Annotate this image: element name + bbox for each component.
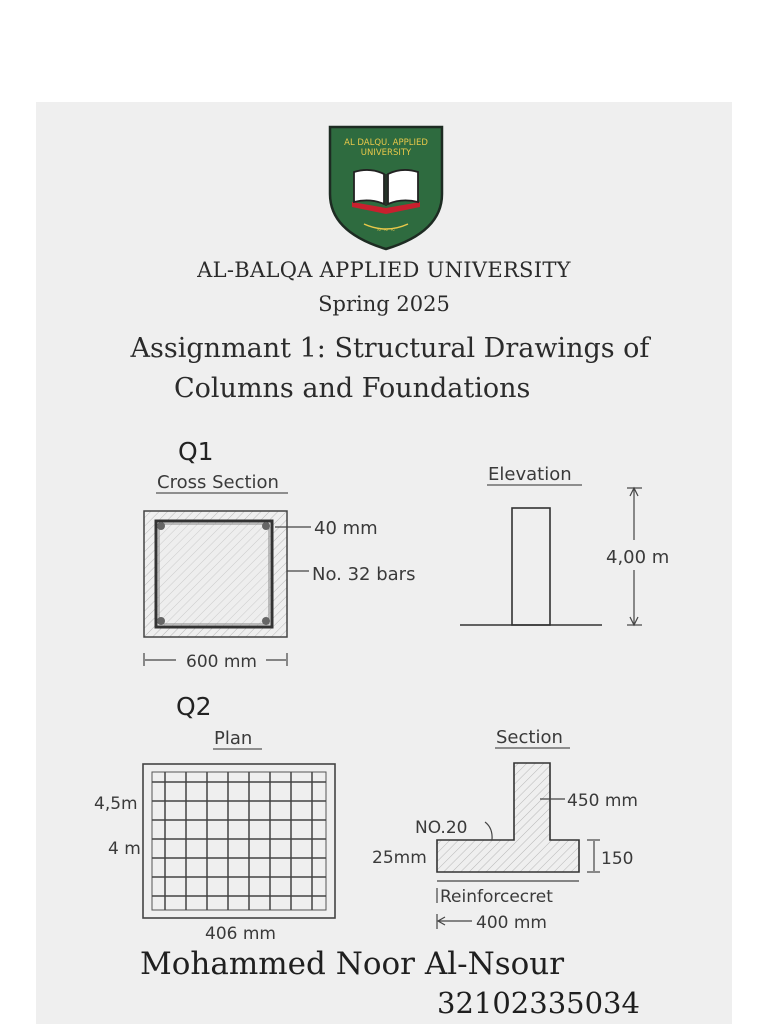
column-width-label: 450 mm xyxy=(567,791,638,811)
term-label: Spring 2025 xyxy=(318,292,450,316)
plan-left-label-top: 4,5m xyxy=(94,794,138,814)
bar-size-label: NO.20 xyxy=(415,818,468,838)
university-name: AL-BALQA APPLIED UNIVERSITY xyxy=(197,258,571,282)
width-dimension-label: 600 mm xyxy=(186,652,257,672)
bars-label: No. 32 bars xyxy=(312,564,416,585)
svg-text:UNIVERSITY: UNIVERSITY xyxy=(360,148,412,158)
assignment-title-line1: Assignmant 1: Structural Drawings of xyxy=(130,333,650,364)
footing-plan-grid xyxy=(143,764,335,918)
cross-section-caption: Cross Section xyxy=(157,472,279,493)
cover-label: 25mm xyxy=(372,848,427,868)
plan-left-label-mid: 4 m xyxy=(108,839,141,859)
column-cross-section xyxy=(144,511,287,637)
reinforcement-label: Reinforcecret xyxy=(440,887,553,907)
student-name: Mohammed Noor Al-Nsour xyxy=(140,946,565,982)
cover-dimension-label: 40 mm xyxy=(314,518,378,539)
student-id: 32102335034 xyxy=(437,986,640,1020)
height-dimension-label: 4,00 m xyxy=(606,547,670,568)
q1-label: Q1 xyxy=(178,437,214,466)
elevation-caption: Elevation xyxy=(488,464,572,485)
svg-text:~ ~ ~: ~ ~ ~ xyxy=(376,227,396,234)
plan-caption: Plan xyxy=(214,728,253,749)
section-caption: Section xyxy=(496,727,563,748)
depth-label: 150 xyxy=(601,849,634,869)
plan-bottom-label: 406 mm xyxy=(205,924,276,944)
assignment-title-line2: Columns and Foundations xyxy=(174,373,531,404)
column-elevation xyxy=(460,508,602,625)
svg-text:AL DALQU. APPLIED: AL DALQU. APPLIED xyxy=(344,138,428,148)
footing-width-label: 400 mm xyxy=(476,913,547,933)
q2-label: Q2 xyxy=(176,692,212,721)
